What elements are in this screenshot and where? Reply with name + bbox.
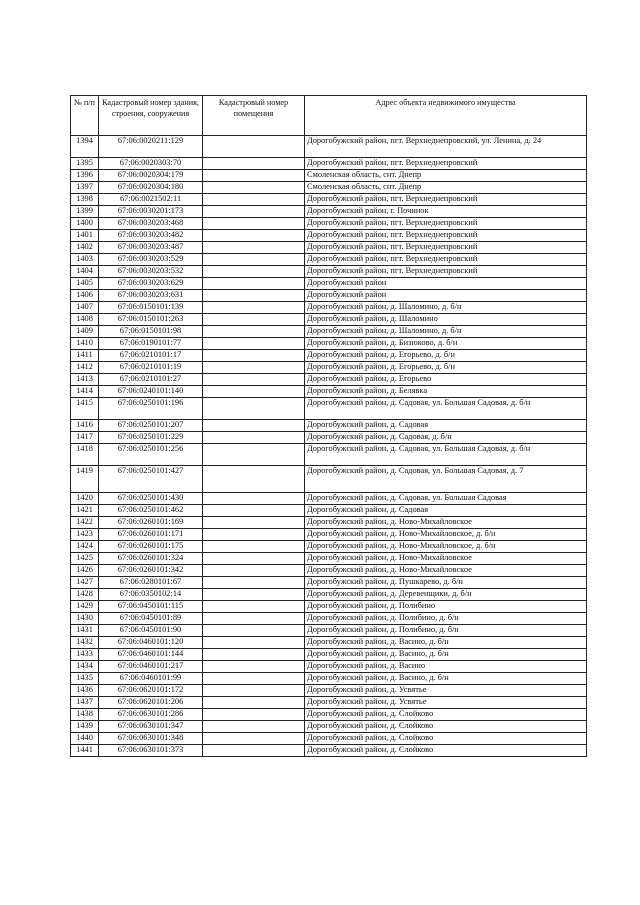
building-cadastral-number: 67:06:0630101:373 [99,745,203,757]
row-number: 1403 [71,254,99,266]
premises-cadastral-number [203,326,305,338]
property-address: Дорогобужский район, пгт. Верхнеднепровский [305,242,587,254]
table-row [71,697,587,709]
building-cadastral-number: 67:06:0030203:487 [99,242,203,254]
building-cadastral-number: 67:06:0250101:427 [99,466,203,493]
property-address: Дорогобужский район, д. Садовая, ул. Большая Садовая [305,493,587,505]
table-row [71,338,587,350]
building-cadastral-number: 67:06:0260101:169 [99,517,203,529]
row-number: 1431 [71,625,99,637]
property-address: Дорогобужский район, пгт. Верхнеднепровский [305,158,587,170]
building-cadastral-number: 67:06:0250101:430 [99,493,203,505]
building-cadastral-number: 67:06:0450101:90 [99,625,203,637]
building-cadastral-number: 67:06:0260101:342 [99,565,203,577]
table-row [71,601,587,613]
row-number: 1429 [71,601,99,613]
table-row [71,493,587,505]
building-cadastral-number: 67:06:0250101:196 [99,398,203,420]
row-number: 1440 [71,733,99,745]
property-address: Дорогобужский район, д. Ново-Михайловское, д. б/н [305,529,587,541]
table-row [71,649,587,661]
property-address: Дорогобужский район, д. Егорьево, д. б/н [305,362,587,374]
building-cadastral-number: 67:06:0260101:324 [99,553,203,565]
building-cadastral-number: 67:06:0210101:19 [99,362,203,374]
property-address: Дорогобужский район, д. Шаломино [305,314,587,326]
premises-cadastral-number [203,733,305,745]
table-row [71,362,587,374]
premises-cadastral-number [203,673,305,685]
property-address: Дорогобужский район, д. Полибино, д. б/н [305,613,587,625]
property-address: Дорогобужский район, пгт. Верхнеднепровский [305,266,587,278]
row-number: 1415 [71,398,99,420]
building-cadastral-number: 67:06:0020304:180 [99,182,203,194]
property-address: Дорогобужский район, д. Пушкарево, д. б/н [305,577,587,589]
row-number: 1402 [71,242,99,254]
table-row [71,158,587,170]
table-row [71,194,587,206]
property-address: Дорогобужский район, д. Егорьево [305,374,587,386]
building-cadastral-number: 67:06:0280101:67 [99,577,203,589]
premises-cadastral-number [203,398,305,420]
building-cadastral-number: 67:06:0250101:256 [99,444,203,466]
premises-cadastral-number [203,278,305,290]
row-number: 1411 [71,350,99,362]
property-address: Дорогобужский район, д. Садовая [305,420,587,432]
building-cadastral-number: 67:06:0460101:120 [99,637,203,649]
row-number: 1434 [71,661,99,673]
property-address: Дорогобужский район, д. Деревенщики, д. б/н [305,589,587,601]
table-row [71,182,587,194]
building-cadastral-number: 67:06:0030203:532 [99,266,203,278]
premises-cadastral-number [203,466,305,493]
premises-cadastral-number [203,136,305,158]
row-number: 1397 [71,182,99,194]
premises-cadastral-number [203,553,305,565]
row-number: 1416 [71,420,99,432]
row-number: 1426 [71,565,99,577]
header-address: Адрес объекта недвижимого имущества [305,96,587,136]
building-cadastral-number: 67:06:0460101:99 [99,673,203,685]
table-row [71,386,587,398]
premises-cadastral-number [203,420,305,432]
building-cadastral-number: 67:06:0150101:98 [99,326,203,338]
property-address: Дорогобужский район, г. Починок [305,206,587,218]
property-address: Дорогобужский район, д. Васино, д. б/н [305,637,587,649]
row-number: 1441 [71,745,99,757]
premises-cadastral-number [203,386,305,398]
property-address: Смоленская область, снт. Днепр [305,170,587,182]
row-number: 1396 [71,170,99,182]
premises-cadastral-number [203,589,305,601]
property-address: Дорогобужский район, д. Васино [305,661,587,673]
row-number: 1400 [71,218,99,230]
row-number: 1419 [71,466,99,493]
premises-cadastral-number [203,601,305,613]
row-number: 1418 [71,444,99,466]
property-address: Дорогобужский район, д. Белявка [305,386,587,398]
table-row [71,517,587,529]
property-address: Дорогобужский район, пгт. Верхнеднепровский [305,230,587,242]
premises-cadastral-number [203,745,305,757]
table-row [71,242,587,254]
header-building-cadastral: Кадастровый номер здания, строения, сооружения [99,96,203,136]
table-row [71,466,587,493]
premises-cadastral-number [203,362,305,374]
building-cadastral-number: 67:06:0260101:175 [99,541,203,553]
table-row [71,685,587,697]
premises-cadastral-number [203,529,305,541]
property-address: Дорогобужский район, д. Полибино, д. б/н [305,625,587,637]
premises-cadastral-number [203,242,305,254]
table-row [71,444,587,466]
building-cadastral-number: 67:06:0630101:286 [99,709,203,721]
building-cadastral-number: 67:06:0030203:529 [99,254,203,266]
table-row [71,314,587,326]
row-number: 1395 [71,158,99,170]
premises-cadastral-number [203,565,305,577]
table-row [71,721,587,733]
property-address: Дорогобужский район, д. Полибино [305,601,587,613]
property-address: Дорогобужский район, д. Васино, д. б/н [305,649,587,661]
table-row [71,302,587,314]
row-number: 1394 [71,136,99,158]
property-address: Дорогобужский район, д. Васино, д. б/н [305,673,587,685]
property-address: Дорогобужский район, д. Ново-Михайловское [305,565,587,577]
row-number: 1433 [71,649,99,661]
premises-cadastral-number [203,254,305,266]
premises-cadastral-number [203,338,305,350]
row-number: 1425 [71,553,99,565]
property-address: Дорогобужский район, пгт. Верхнеднепровский, ул. Ленина, д. 24 [305,136,587,158]
property-address: Дорогобужский район, д. Садовая [305,505,587,517]
table-row [71,577,587,589]
property-address: Дорогобужский район, д. Егорьево, д. б/н [305,350,587,362]
table-row [71,613,587,625]
building-cadastral-number: 67:06:0460101:217 [99,661,203,673]
building-cadastral-number: 67:06:0150101:139 [99,302,203,314]
property-address: Дорогобужский район, д. Садовая, ул. Большая Садовая, д. 7 [305,466,587,493]
property-address: Дорогобужский район, пгт. Верхнеднепровский [305,218,587,230]
table-row [71,230,587,242]
premises-cadastral-number [203,230,305,242]
building-cadastral-number: 67:06:0620101:206 [99,697,203,709]
building-cadastral-number: 67:06:0021502:11 [99,194,203,206]
row-number: 1399 [71,206,99,218]
premises-cadastral-number [203,577,305,589]
building-cadastral-number: 67:06:0030203:482 [99,230,203,242]
premises-cadastral-number [203,697,305,709]
table-row [71,254,587,266]
table-row [71,420,587,432]
building-cadastral-number: 67:06:0030203:468 [99,218,203,230]
premises-cadastral-number [203,685,305,697]
row-number: 1420 [71,493,99,505]
table-row [71,673,587,685]
premises-cadastral-number [203,432,305,444]
table-row [71,290,587,302]
table-row [71,625,587,637]
row-number: 1439 [71,721,99,733]
table-row [71,398,587,420]
table-row [71,733,587,745]
building-cadastral-number: 67:06:0450101:115 [99,601,203,613]
row-number: 1438 [71,709,99,721]
building-cadastral-number: 67:06:0030203:631 [99,290,203,302]
property-address: Дорогобужский район, д. Слойково [305,721,587,733]
table-row [71,709,587,721]
row-number: 1421 [71,505,99,517]
building-cadastral-number: 67:06:0030203:629 [99,278,203,290]
row-number: 1427 [71,577,99,589]
table-row [71,565,587,577]
property-address: Дорогобужский район, д. Усвятье [305,685,587,697]
premises-cadastral-number [203,170,305,182]
premises-cadastral-number [203,541,305,553]
row-number: 1437 [71,697,99,709]
premises-cadastral-number [203,649,305,661]
property-address: Дорогобужский район, д. Ново-Михайловское [305,553,587,565]
property-address: Дорогобужский район [305,278,587,290]
row-number: 1401 [71,230,99,242]
building-cadastral-number: 67:06:0630101:348 [99,733,203,745]
property-address: Дорогобужский район, д. Ново-Михайловское [305,517,587,529]
table-row [71,505,587,517]
row-number: 1408 [71,314,99,326]
property-address: Дорогобужский район, д. Ново-Михайловское, д. б/н [305,541,587,553]
premises-cadastral-number [203,505,305,517]
row-number: 1410 [71,338,99,350]
premises-cadastral-number [203,194,305,206]
premises-cadastral-number [203,314,305,326]
building-cadastral-number: 67:06:0150101:263 [99,314,203,326]
building-cadastral-number: 67:06:0260101:171 [99,529,203,541]
building-cadastral-number: 67:06:0190101:77 [99,338,203,350]
property-register-table [70,95,587,757]
row-number: 1435 [71,673,99,685]
table-row [71,136,587,158]
property-address: Дорогобужский район, д. Слойково [305,745,587,757]
table-row [71,553,587,565]
row-number: 1409 [71,326,99,338]
building-cadastral-number: 67:06:0250101:207 [99,420,203,432]
premises-cadastral-number [203,444,305,466]
premises-cadastral-number [203,517,305,529]
premises-cadastral-number [203,302,305,314]
building-cadastral-number: 67:06:0210101:17 [99,350,203,362]
building-cadastral-number: 67:06:0240101:140 [99,386,203,398]
building-cadastral-number: 67:06:0460101:144 [99,649,203,661]
row-number: 1432 [71,637,99,649]
row-number: 1424 [71,541,99,553]
row-number: 1413 [71,374,99,386]
building-cadastral-number: 67:06:0350102:14 [99,589,203,601]
building-cadastral-number: 67:06:0250101:229 [99,432,203,444]
table-row [71,589,587,601]
row-number: 1436 [71,685,99,697]
property-address: Дорогобужский район, д. Бизюково, д. б/н [305,338,587,350]
building-cadastral-number: 67:06:0630101:347 [99,721,203,733]
table-row [71,170,587,182]
property-address: Дорогобужский район [305,290,587,302]
property-address: Дорогобужский район, д. Садовая, ул. Большая Садовая, д. б/н [305,444,587,466]
table-row [71,637,587,649]
property-address: Дорогобужский район, д. Усвятье [305,697,587,709]
property-address: Дорогобужский район, пгт. Верхнеднепровский [305,254,587,266]
table-row [71,218,587,230]
row-number: 1423 [71,529,99,541]
premises-cadastral-number [203,266,305,278]
table-row [71,350,587,362]
premises-cadastral-number [203,709,305,721]
building-cadastral-number: 67:06:0210101:27 [99,374,203,386]
row-number: 1412 [71,362,99,374]
table-row [71,432,587,444]
row-number: 1417 [71,432,99,444]
row-number: 1414 [71,386,99,398]
table-row [71,266,587,278]
building-cadastral-number: 67:06:0030201:173 [99,206,203,218]
building-cadastral-number: 67:06:0020304:179 [99,170,203,182]
premises-cadastral-number [203,493,305,505]
premises-cadastral-number [203,350,305,362]
premises-cadastral-number [203,290,305,302]
premises-cadastral-number [203,218,305,230]
row-number: 1398 [71,194,99,206]
row-number: 1404 [71,266,99,278]
row-number: 1422 [71,517,99,529]
row-number: 1430 [71,613,99,625]
premises-cadastral-number [203,721,305,733]
building-cadastral-number: 67:06:0020303:70 [99,158,203,170]
table-row [71,661,587,673]
property-address: Дорогобужский район, д. Шаломино, д. б/н [305,326,587,338]
premises-cadastral-number [203,374,305,386]
table-row [71,745,587,757]
table-row [71,541,587,553]
property-address: Дорогобужский район, д. Шаломино, д. б/н [305,302,587,314]
premises-cadastral-number [203,613,305,625]
property-address: Дорогобужский район, д. Садовая, д. б/н [305,432,587,444]
building-cadastral-number: 67:06:0450101:89 [99,613,203,625]
building-cadastral-number: 67:06:0250101:462 [99,505,203,517]
table-row [71,206,587,218]
premises-cadastral-number [203,158,305,170]
table-row [71,326,587,338]
property-address: Дорогобужский район, д. Садовая, ул. Большая Садовая, д. б/н [305,398,587,420]
header-num: № п/п [71,96,99,136]
table-row [71,278,587,290]
table-row [71,374,587,386]
property-address: Дорогобужский район, д. Слойково [305,733,587,745]
table-row [71,529,587,541]
building-cadastral-number: 67:06:0620101:172 [99,685,203,697]
row-number: 1406 [71,290,99,302]
premises-cadastral-number [203,182,305,194]
premises-cadastral-number [203,625,305,637]
property-address: Дорогобужский район, пгт. Верхнеднепровский [305,194,587,206]
building-cadastral-number: 67:06:0020211:129 [99,136,203,158]
property-address: Дорогобужский район, д. Слойково [305,709,587,721]
premises-cadastral-number [203,637,305,649]
header-premises-cadastral: Кадастровый номер помещения [203,96,305,136]
premises-cadastral-number [203,206,305,218]
row-number: 1407 [71,302,99,314]
premises-cadastral-number [203,661,305,673]
row-number: 1405 [71,278,99,290]
row-number: 1428 [71,589,99,601]
property-address: Смоленская область, снт. Днепр [305,182,587,194]
table-header-row [71,96,587,136]
table-body [71,136,587,757]
